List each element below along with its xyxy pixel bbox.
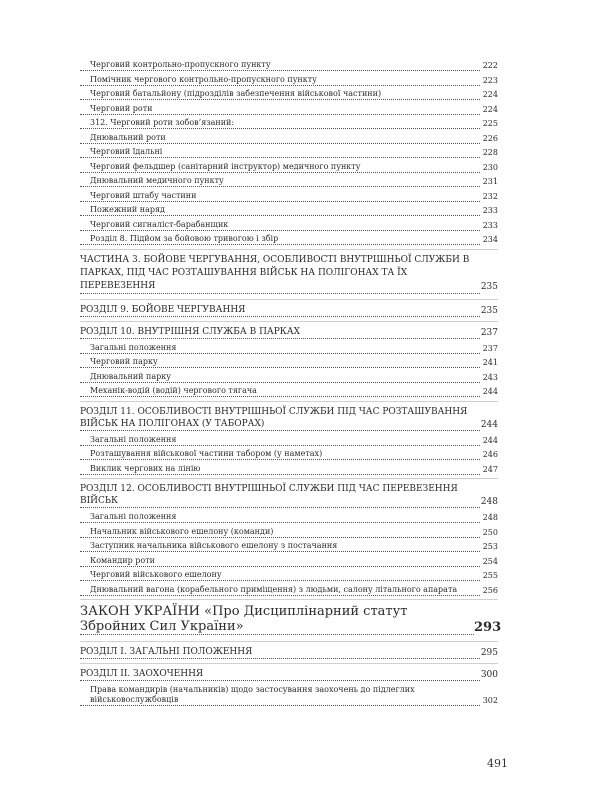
toc-entry-page: 243 — [482, 372, 498, 382]
toc-section-entry — [80, 668, 498, 681]
toc-entry-page: 234 — [482, 235, 498, 244]
section-divider — [80, 663, 498, 664]
toc-entry-title: Днювальний медичного пункту — [80, 176, 480, 187]
toc-entry — [80, 234, 498, 245]
toc-entry — [80, 60, 498, 71]
toc-entry-page: 250 — [482, 527, 498, 537]
toc-entry-title: РОЗДІЛ 9. БОЙОВЕ ЧЕРГУВАННЯ — [80, 304, 480, 317]
toc-entry — [80, 176, 498, 187]
toc-entry-page: 253 — [482, 542, 498, 551]
toc-entry — [80, 118, 498, 129]
toc-entry-title: РОЗДІЛ I. ЗАГАЛЬНІ ПОЛОЖЕННЯ — [80, 646, 480, 659]
toc-entry-page: 244 — [482, 387, 498, 396]
toc-entry-page: 302 — [482, 696, 498, 705]
toc-section-entry — [80, 254, 498, 294]
toc-entry — [80, 205, 498, 216]
toc-entry — [80, 512, 498, 523]
toc-entry-page: 223 — [482, 75, 498, 85]
toc-entry-title: Механік-водій (водій) чергового тягача — [80, 386, 480, 397]
toc-entry — [80, 220, 498, 231]
toc-entry-title: Помічник чергового контрольно-пропускного пункту — [80, 75, 480, 86]
toc-entry-title: ЗАКОН УКРАЇНИ «Про Дисциплінарний статут Збройних Сил України» — [80, 604, 474, 635]
toc-entry-title: Загальні положення — [80, 512, 480, 523]
toc-entry-title: Загальні положення — [80, 435, 480, 446]
toc-entry-page: 247 — [482, 464, 498, 474]
toc-entry-title: РОЗДІЛ 10. ВНУТРІШНЯ СЛУЖБА В ПАРКАХ — [80, 326, 480, 339]
toc-entry — [80, 147, 498, 158]
toc-entry-page: 244 — [482, 435, 498, 445]
toc-entry-page: 254 — [482, 556, 498, 566]
toc-section-entry — [80, 304, 498, 317]
toc-entry — [80, 343, 498, 354]
toc-entry-page: 233 — [482, 206, 498, 215]
toc-entry — [80, 372, 498, 383]
toc-entry-page: 248 — [482, 513, 498, 522]
toc-entry-page: 248 — [480, 497, 498, 507]
toc-entry-page: 246 — [482, 450, 498, 459]
toc-entry — [80, 685, 498, 706]
toc-entry-page: 244 — [480, 419, 498, 430]
toc-entry-title: РОЗДІЛ 11. ОСОБЛИВОСТІ ВНУТРІШНЬОЇ СЛУЖБИ ПІД ЧАС РОЗТАШУВАННЯ ВІЙСЬК НА ПОЛІГОНАХ (У ТАБОРАХ) — [80, 406, 480, 431]
toc-entry-title: Черговий контрольно-пропускного пункту — [80, 60, 480, 71]
toc-entry-title: Командир роти — [80, 556, 480, 567]
toc-entry-title: Черговий роти — [80, 104, 480, 115]
toc-section-entry — [80, 483, 498, 508]
toc-entry-page: 241 — [482, 358, 498, 367]
toc-section-entry — [80, 406, 498, 431]
toc-entry-title: Днювальний парку — [80, 372, 480, 383]
table-of-contents — [80, 60, 502, 710]
toc-entry — [80, 570, 498, 581]
toc-entry-title: Розділ 8. Підйом за бойовою тривогою і збір — [80, 234, 480, 245]
toc-entry-title: Днювальний роти — [80, 133, 480, 144]
toc-entry-page: 237 — [480, 327, 498, 338]
toc-entry — [80, 585, 498, 596]
toc-entry-page: 300 — [480, 670, 498, 680]
toc-entry — [80, 357, 498, 368]
page-number: 491 — [487, 757, 508, 770]
toc-entry — [80, 89, 498, 100]
section-divider — [80, 299, 498, 300]
toc-entry — [80, 556, 498, 567]
toc-entry-page: 233 — [482, 220, 498, 230]
section-divider — [80, 599, 498, 600]
toc-entry-page: 255 — [482, 571, 498, 580]
toc-entry-page: 256 — [482, 585, 498, 595]
toc-entry-title: Черговий сигналіст-барабанщик — [80, 220, 480, 231]
toc-entry-page: 231 — [482, 177, 498, 186]
toc-entry-title: Черговий військового ешелону — [80, 570, 480, 581]
toc-entry — [80, 527, 498, 538]
toc-section-entry — [80, 646, 498, 659]
toc-entry-page: 237 — [482, 343, 498, 353]
toc-entry-title: Черговий штабу частини — [80, 191, 480, 202]
toc-law-entry — [80, 604, 502, 635]
toc-entry — [80, 464, 498, 475]
toc-entry-title: Загальні положення — [80, 343, 480, 354]
toc-entry-title: Черговий їдальні — [80, 147, 480, 158]
toc-entry — [80, 104, 498, 115]
toc-entry — [80, 541, 498, 552]
toc-entry — [80, 75, 498, 86]
toc-entry-page: 226 — [482, 133, 498, 143]
toc-entry — [80, 449, 498, 460]
toc-entry-title: Виклик чергових на лінію — [80, 464, 480, 475]
toc-entry — [80, 435, 498, 446]
toc-entry — [80, 162, 498, 173]
toc-entry-title: Заступник начальника військового ешелону з постачання — [80, 541, 480, 552]
toc-entry-title: Черговий батальйону (підрозділів забезпечення військової частини) — [80, 89, 480, 100]
section-divider — [80, 249, 498, 250]
toc-entry-page: 235 — [480, 281, 498, 292]
toc-entry-title: Права командирів (начальників) щодо застосування заохочень до підлеглих військовослужбовців — [80, 685, 480, 706]
toc-entry-page: 230 — [482, 162, 498, 172]
toc-entry-page: 293 — [474, 620, 502, 635]
toc-entry-title: Пожежний наряд — [80, 205, 480, 216]
section-divider — [80, 401, 498, 402]
toc-section-entry — [80, 326, 498, 339]
toc-entry-page: 224 — [482, 90, 498, 99]
toc-entry — [80, 133, 498, 144]
toc-entry-title: ЧАСТИНА 3. БОЙОВЕ ЧЕРГУВАННЯ, ОСОБЛИВОСТІ ВНУТРІШНЬОЇ СЛУЖБИ В ПАРКАХ, ПІД ЧАС РОЗТАШУВАННЯ ВІЙСЬК НА ПОЛІГОНАХ ТА ЇХ ПЕРЕВЕЗЕННЯ — [80, 254, 480, 294]
toc-entry-page: 225 — [482, 119, 498, 128]
toc-entry-title: Черговий фельдшер (санітарний інструктор) медичного пункту — [80, 162, 480, 173]
toc-entry-page: 232 — [482, 191, 498, 201]
toc-entry — [80, 386, 498, 397]
toc-entry-title: Розташування військової частини табором (у наметах) — [80, 449, 480, 460]
toc-entry-page: 222 — [482, 61, 498, 70]
toc-entry-title: Начальник військового ешелону (команди) — [80, 527, 480, 538]
toc-entry-page: 224 — [482, 104, 498, 114]
toc-entry-page: 295 — [480, 648, 498, 658]
toc-entry-title: РОЗДІЛ 12. ОСОБЛИВОСТІ ВНУТРІШНЬОЇ СЛУЖБИ ПІД ЧАС ПЕРЕВЕЗЕННЯ ВІЙСЬК — [80, 483, 480, 508]
toc-entry-page: 228 — [482, 148, 498, 157]
toc-entry-title: РОЗДІЛ II. ЗАОХОЧЕННЯ — [80, 668, 480, 681]
toc-entry — [80, 191, 498, 202]
toc-entry-title: Днювальний вагона (корабельного приміщення) з людьми, салону літального апарата — [80, 585, 480, 596]
toc-entry-page: 235 — [480, 305, 498, 316]
section-divider — [80, 641, 498, 642]
section-divider — [80, 321, 498, 322]
section-divider — [80, 478, 498, 479]
toc-entry-title: 312. Черговий роти зобов’язаний: — [80, 118, 480, 129]
toc-entry-title: Черговий парку — [80, 357, 480, 368]
